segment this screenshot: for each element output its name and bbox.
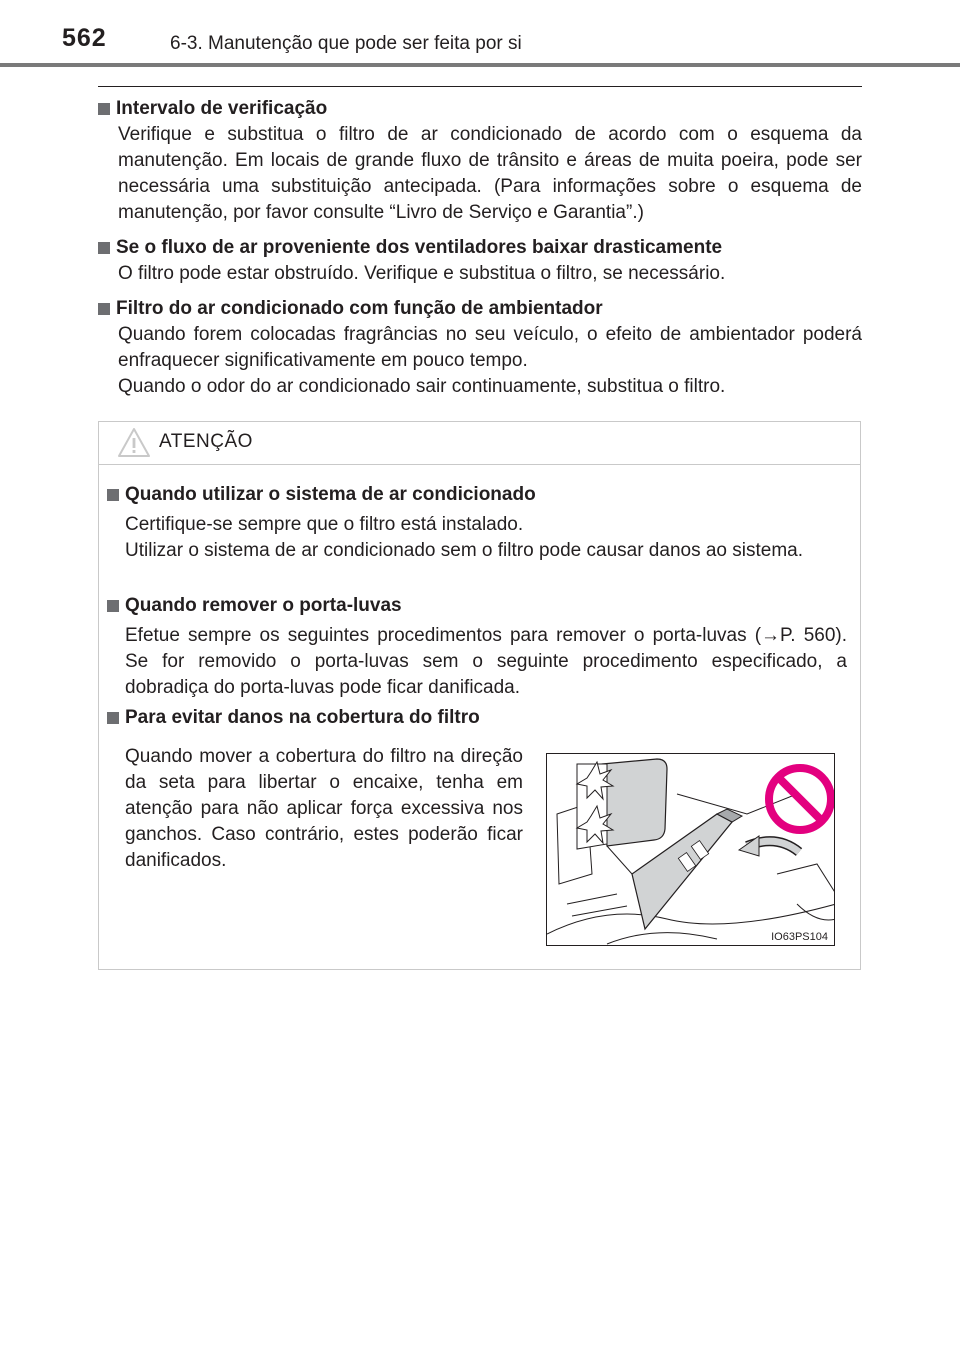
paragraph: Quando mover a cobertura do filtro na direção da seta para libertar o encaixe, tenha em atenção para não aplicar força excessiva nos ganchos. Caso contrário, estes poderão ficar danificados.: [125, 746, 523, 871]
paragraph: O filtro pode estar obstruído. Verifique e substitua o filtro, se necessário.: [118, 263, 726, 284]
paragraph: Efetue sempre os seguintes procedimentos para remover o porta-luvas (→P. 560). Se for removido o porta-luvas sem o seguinte procedimento especificado, a dobradiça do porta-luvas pode ficar danificada.: [125, 625, 847, 698]
section-airflow-drop: [98, 235, 862, 287]
page-header: [0, 0, 960, 70]
paragraph: Quando forem colocadas fragrâncias no seu veículo, o efeito de ambientador poderá enfraquecer significativamente em pouco tempo.: [118, 324, 862, 371]
page-number: 562: [62, 24, 107, 52]
warning-heading: Quando utilizar o sistema de ar condicionado: [107, 482, 536, 508]
glove-box-filter-drawing: [547, 754, 835, 946]
warning-header: [99, 422, 860, 465]
section-heading: Intervalo de verificação: [98, 96, 862, 122]
warning-triangle-icon: [117, 427, 151, 459]
warning-title: ATENÇÃO: [159, 431, 253, 452]
figure-label: IO63PS104: [771, 931, 828, 943]
header-rule: [0, 63, 960, 67]
section-heading: Se o fluxo de ar proveniente dos ventiladores baixar drasticamente: [98, 235, 862, 261]
square-bullet-icon: [107, 600, 119, 612]
section-air-freshener-filter: [98, 296, 862, 400]
paragraph: Certifique-se sempre que o filtro está instalado.: [125, 514, 524, 535]
square-bullet-icon: [98, 242, 110, 254]
warning-box: [98, 421, 861, 970]
square-bullet-icon: [98, 103, 110, 115]
section-heading: Filtro do ar condicionado com função de ambientador: [98, 296, 862, 322]
warning-heading: Quando remover o porta-luvas: [107, 593, 402, 619]
warning-heading: Para evitar danos na cobertura do filtro: [107, 705, 480, 731]
section-title: 6-3. Manutenção que pode ser feita por si: [170, 33, 522, 54]
content-divider: [98, 86, 862, 87]
square-bullet-icon: [107, 489, 119, 501]
paragraph: Utilizar o sistema de ar condicionado sem o filtro pode causar danos ao sistema.: [125, 540, 804, 561]
square-bullet-icon: [107, 712, 119, 724]
section-check-interval: [98, 96, 862, 226]
filter-cover-illustration: [546, 753, 835, 946]
square-bullet-icon: [98, 303, 110, 315]
paragraph: Quando o odor do ar condicionado sair continuamente, substitua o filtro.: [118, 376, 726, 397]
paragraph: Verifique e substitua o filtro de ar condicionado de acordo com o esquema da manutenção. Em locais de grande fluxo de trânsito e áreas de muita poeira, pode ser necessária uma substituição antecipada. (Para informações sobre o esquema de manutenção, por favor consulte “Livro de Serviço e Garantia”.): [118, 124, 862, 223]
